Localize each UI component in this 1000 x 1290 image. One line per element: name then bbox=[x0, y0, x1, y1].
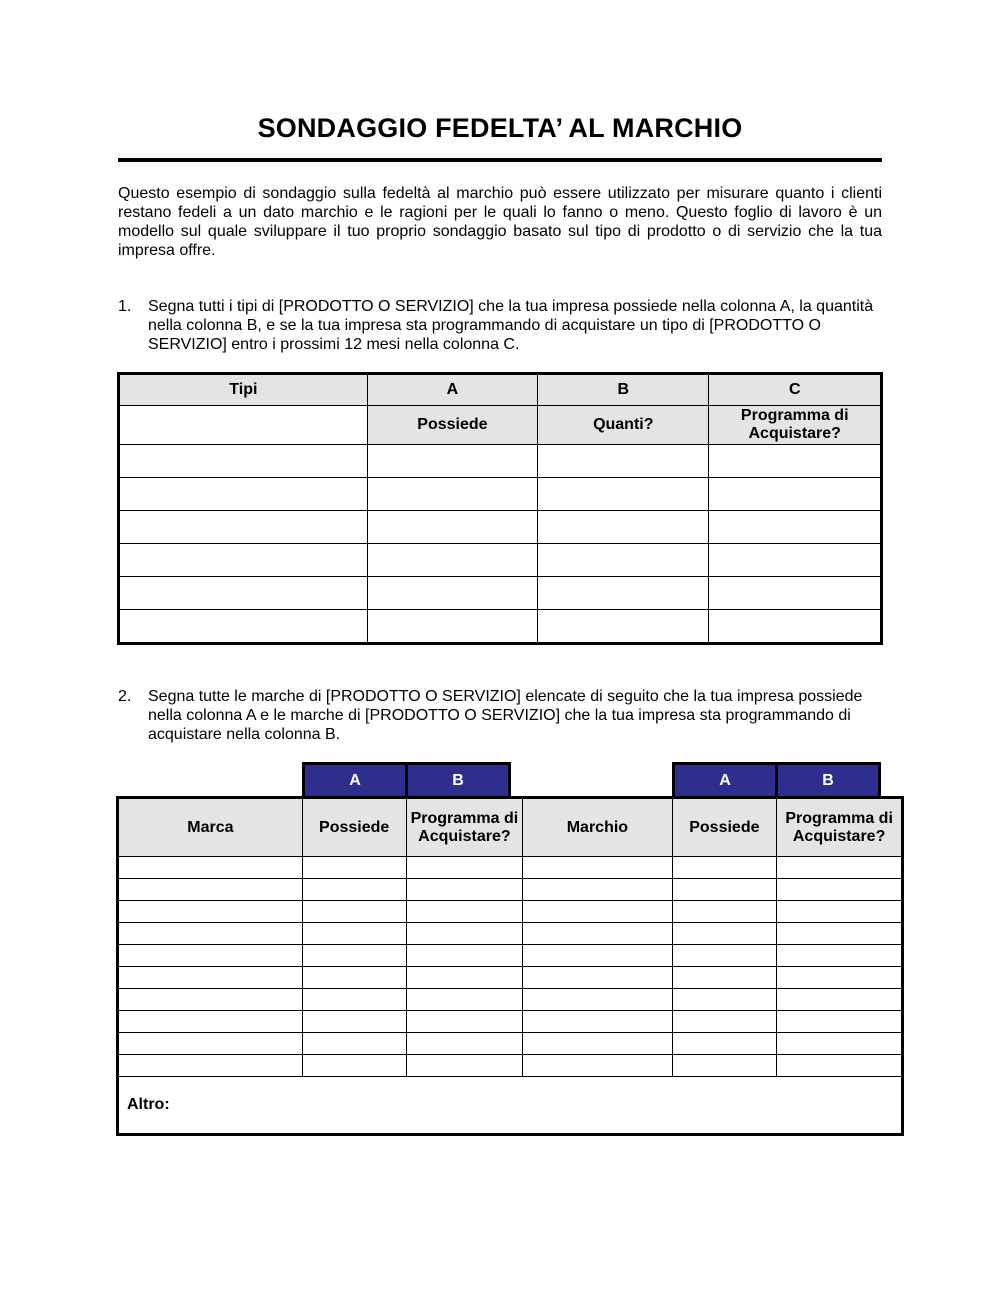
table-row bbox=[118, 967, 903, 989]
brand-table-top-header-left bbox=[302, 762, 511, 799]
question-number: 1. bbox=[118, 298, 132, 315]
table-cell[interactable] bbox=[118, 945, 303, 967]
table-cell[interactable] bbox=[777, 989, 903, 1011]
table-cell[interactable] bbox=[672, 1055, 777, 1077]
table-cell[interactable] bbox=[118, 989, 303, 1011]
col-header-b: B bbox=[777, 764, 880, 798]
table-cell[interactable] bbox=[777, 1011, 903, 1033]
table-cell[interactable] bbox=[119, 511, 368, 544]
table-cell[interactable] bbox=[406, 989, 523, 1011]
table-subheader-row bbox=[119, 406, 882, 445]
table-row bbox=[119, 445, 882, 478]
table-cell[interactable] bbox=[118, 901, 303, 923]
table-cell[interactable] bbox=[777, 857, 903, 879]
col-header-quanti: Quanti? bbox=[538, 406, 709, 445]
table-row bbox=[118, 901, 903, 923]
question-text: Segna tutte le marche di [PRODOTTO O SERVIZIO] elencate di seguito che la tua impresa possiede nella colonna A e le marche di [PRODOTTO O SERVIZIO] che la tua impresa sta programmando di acquistare nella colonna B. bbox=[148, 688, 863, 743]
col-header-tipi: Tipi bbox=[119, 374, 368, 406]
table-cell[interactable] bbox=[777, 945, 903, 967]
col-header-b: B bbox=[538, 374, 709, 406]
table-row bbox=[119, 511, 882, 544]
table-cell[interactable] bbox=[523, 1033, 672, 1055]
table-cell[interactable] bbox=[302, 1055, 406, 1077]
table-cell[interactable] bbox=[406, 857, 523, 879]
table-cell[interactable] bbox=[672, 857, 777, 879]
table-cell[interactable] bbox=[777, 967, 903, 989]
table-cell[interactable] bbox=[709, 478, 882, 511]
table-cell[interactable] bbox=[119, 478, 368, 511]
question-2 bbox=[118, 687, 882, 744]
table-row bbox=[119, 478, 882, 511]
col-header-b: B bbox=[407, 764, 510, 798]
col-header-programma: Programma di Acquistare? bbox=[406, 798, 523, 857]
table-cell[interactable] bbox=[523, 1055, 672, 1077]
brands-table bbox=[116, 796, 904, 1136]
table-cell[interactable] bbox=[406, 923, 523, 945]
question-text: Segna tutti i tipi di [PRODOTTO O SERVIZIO] che la tua impresa possiede nella colonna A, la quantità nella colonna B, e se la tua impresa sta programmando di acquistare un tipo di [PRODOTTO O SERVIZIO] entro i prossimi 12 mesi nella colonna C. bbox=[148, 298, 874, 353]
table-cell[interactable] bbox=[118, 1055, 303, 1077]
table-cell[interactable] bbox=[709, 544, 882, 577]
question-number: 2. bbox=[118, 688, 132, 705]
table-cell[interactable] bbox=[709, 610, 882, 644]
col-header-marca: Marca bbox=[118, 798, 303, 857]
table-cell[interactable] bbox=[672, 989, 777, 1011]
table-cell[interactable] bbox=[118, 857, 303, 879]
altro-row bbox=[118, 1077, 903, 1135]
table-cell[interactable] bbox=[367, 478, 537, 511]
table-cell[interactable] bbox=[118, 1033, 303, 1055]
intro-paragraph: Questo esempio di sondaggio sulla fedeltà al marchio può essere utilizzato per misurare quanto i clienti restano fedeli a un dato marchio e le ragioni per le quali lo fanno o meno. Questo foglio di lavoro è un modello sul quale sviluppare il tuo proprio sondaggio basato sul tipo di prodotto o di servizio che la tua impresa offre. bbox=[118, 185, 882, 259]
table-cell[interactable] bbox=[119, 610, 368, 644]
table-cell[interactable] bbox=[523, 857, 672, 879]
table-cell[interactable] bbox=[302, 1011, 406, 1033]
col-header-possiede: Possiede bbox=[367, 406, 537, 445]
table-row bbox=[118, 1055, 903, 1077]
table-cell[interactable] bbox=[367, 577, 537, 610]
table-cell[interactable] bbox=[538, 445, 709, 478]
table-cell[interactable] bbox=[523, 967, 672, 989]
table-cell[interactable] bbox=[777, 901, 903, 923]
col-header-a: A bbox=[674, 764, 777, 798]
table-cell[interactable] bbox=[672, 945, 777, 967]
table-row bbox=[118, 1011, 903, 1033]
table-cell[interactable] bbox=[302, 879, 406, 901]
table-row bbox=[118, 923, 903, 945]
table-cell[interactable] bbox=[538, 610, 709, 644]
col-header-a: A bbox=[304, 764, 407, 798]
table-cell[interactable] bbox=[118, 879, 303, 901]
table-row bbox=[118, 1033, 903, 1055]
brand-table-top-header-right bbox=[672, 762, 881, 799]
table-cell[interactable] bbox=[672, 923, 777, 945]
table-cell[interactable] bbox=[538, 544, 709, 577]
table-cell[interactable] bbox=[302, 989, 406, 1011]
table-cell[interactable] bbox=[406, 879, 523, 901]
col-header-possiede: Possiede bbox=[672, 798, 777, 857]
table-cell[interactable] bbox=[777, 923, 903, 945]
page-title: SONDAGGIO FEDELTA’ AL MARCHIO bbox=[257, 113, 743, 143]
table-header-row bbox=[119, 374, 882, 406]
table-cell[interactable] bbox=[406, 901, 523, 923]
table-cell[interactable] bbox=[367, 445, 537, 478]
table-cell[interactable] bbox=[406, 1055, 523, 1077]
table-cell[interactable] bbox=[367, 511, 537, 544]
table-cell[interactable] bbox=[523, 879, 672, 901]
table-cell[interactable] bbox=[367, 544, 537, 577]
table-cell[interactable] bbox=[538, 511, 709, 544]
table-cell[interactable] bbox=[302, 945, 406, 967]
table-cell[interactable] bbox=[538, 577, 709, 610]
title-divider bbox=[118, 158, 882, 162]
table-cell[interactable] bbox=[119, 544, 368, 577]
col-header-programma: Programma di Acquistare? bbox=[777, 798, 903, 857]
table-row bbox=[118, 879, 903, 901]
table-cell[interactable] bbox=[302, 967, 406, 989]
table-cell[interactable] bbox=[709, 511, 882, 544]
table-cell[interactable] bbox=[672, 1011, 777, 1033]
table-cell[interactable] bbox=[367, 610, 537, 644]
table-cell[interactable] bbox=[672, 1033, 777, 1055]
col-header-a: A bbox=[367, 374, 537, 406]
table-cell[interactable] bbox=[406, 945, 523, 967]
table-cell[interactable] bbox=[523, 945, 672, 967]
table-cell[interactable] bbox=[302, 923, 406, 945]
table-cell[interactable] bbox=[672, 967, 777, 989]
table-cell[interactable] bbox=[777, 1055, 903, 1077]
table-cell[interactable] bbox=[302, 901, 406, 923]
table-cell[interactable] bbox=[406, 1033, 523, 1055]
table-cell[interactable] bbox=[302, 1033, 406, 1055]
table-cell[interactable] bbox=[777, 1033, 903, 1055]
table-header-row bbox=[118, 798, 903, 857]
altro-field[interactable]: Altro: bbox=[118, 1077, 903, 1135]
table-cell[interactable] bbox=[523, 923, 672, 945]
table-row bbox=[118, 945, 903, 967]
table-cell[interactable] bbox=[709, 445, 882, 478]
col-header-c: C bbox=[709, 374, 882, 406]
table-row bbox=[118, 857, 903, 879]
table-row bbox=[119, 577, 882, 610]
table-cell[interactable] bbox=[118, 923, 303, 945]
table-cell[interactable] bbox=[672, 901, 777, 923]
table-cell[interactable] bbox=[119, 577, 368, 610]
col-header-marchio: Marchio bbox=[523, 798, 672, 857]
col-header-possiede: Possiede bbox=[302, 798, 406, 857]
table-cell[interactable] bbox=[523, 989, 672, 1011]
table-cell[interactable] bbox=[672, 879, 777, 901]
table-cell[interactable] bbox=[118, 967, 303, 989]
product-types-table bbox=[117, 372, 883, 645]
table-cell[interactable] bbox=[709, 577, 882, 610]
table-cell[interactable] bbox=[119, 445, 368, 478]
table-row bbox=[119, 544, 882, 577]
question-1 bbox=[118, 297, 882, 354]
col-header-programma: Programma di Acquistare? bbox=[709, 406, 882, 445]
table-cell[interactable] bbox=[119, 406, 368, 445]
table-cell[interactable] bbox=[406, 967, 523, 989]
table-row bbox=[119, 610, 882, 644]
table-cell[interactable] bbox=[118, 1011, 303, 1033]
table-cell[interactable] bbox=[406, 1011, 523, 1033]
table-cell[interactable] bbox=[777, 879, 903, 901]
table-cell[interactable] bbox=[302, 857, 406, 879]
table-row bbox=[118, 989, 903, 1011]
table-cell[interactable] bbox=[523, 1011, 672, 1033]
table-cell[interactable] bbox=[538, 478, 709, 511]
table-cell[interactable] bbox=[523, 901, 672, 923]
